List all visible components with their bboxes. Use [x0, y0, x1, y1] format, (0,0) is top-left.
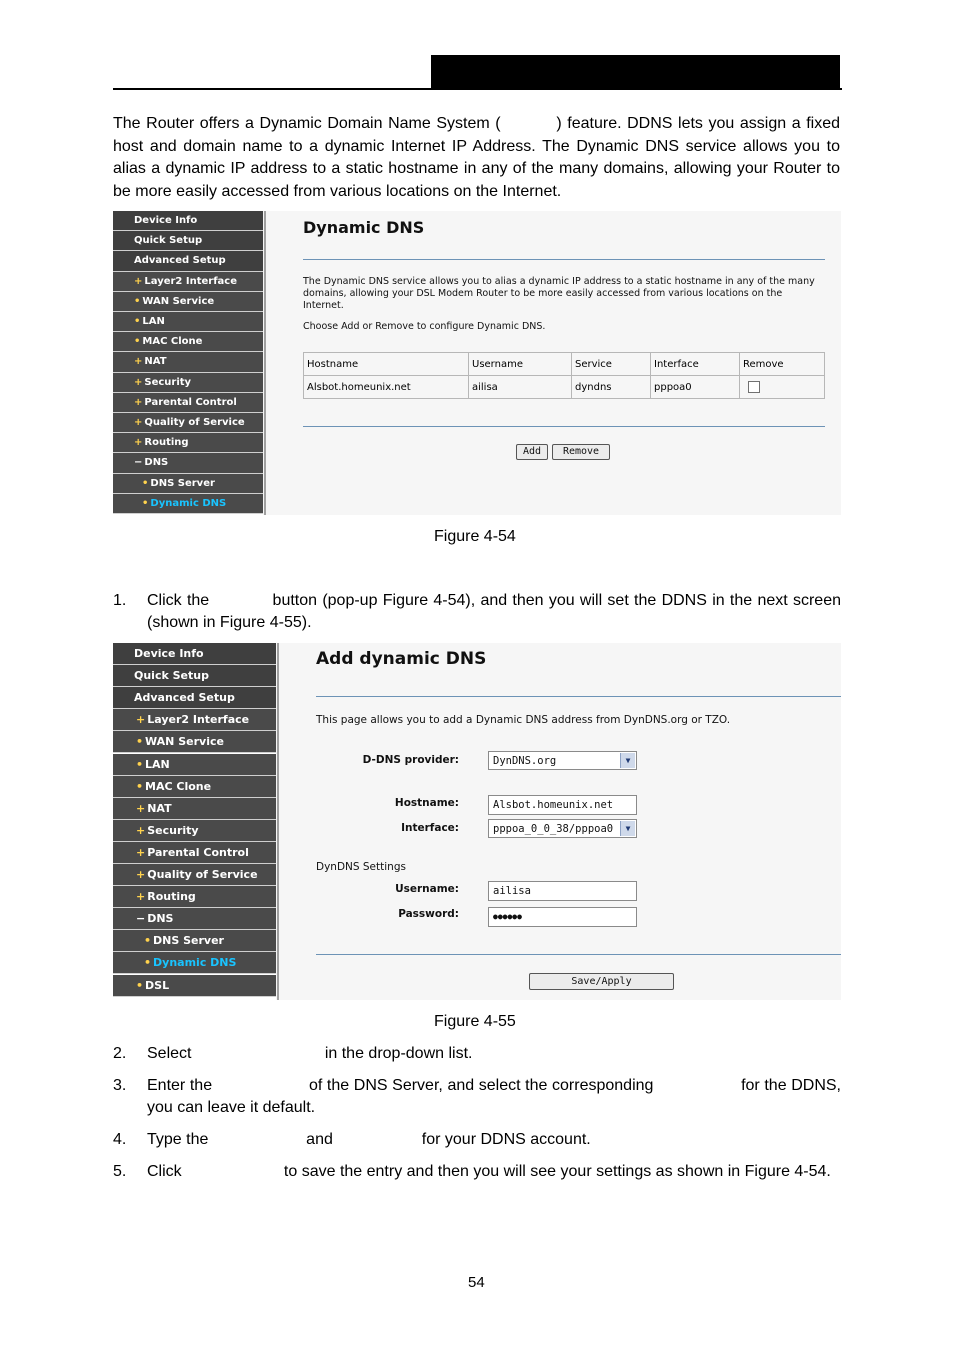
header-bar [431, 55, 840, 88]
cell-interface: pppoa0 [651, 376, 740, 399]
collapse-icon: − [134, 457, 143, 469]
bullet-icon: • [134, 295, 141, 307]
column-header: Hostname [304, 353, 469, 376]
nav-item-label: Device Info [134, 215, 198, 226]
nav-item-dynamic-dns[interactable] [113, 952, 276, 974]
nav-item-label: MAC Clone [142, 336, 203, 348]
bullet-icon: • [144, 934, 152, 948]
nav-item-device-info[interactable] [113, 643, 276, 665]
nav-item-label: Parental Control [147, 845, 249, 859]
step-text: Click the button (pop-up Figure 4-54), and then you will set the DDNS in the next screen (shown in Figure 4-55). [147, 592, 841, 631]
column-header: Interface [651, 353, 740, 376]
expand-icon: + [136, 823, 146, 837]
nav-item-label: WAN Service [145, 735, 224, 749]
interface-label: Interface: [401, 822, 459, 834]
nav-item-label: Security [144, 376, 192, 388]
nav-item-security[interactable] [113, 820, 276, 842]
page-title: Add dynamic DNS [316, 649, 487, 669]
nav-item-label: WAN Service [142, 295, 215, 307]
save-apply-button[interactable]: Save/Apply [529, 973, 674, 990]
password-label: Password: [398, 908, 459, 920]
nav-item-label: Quality of Service [147, 868, 258, 881]
nav-item-label: Quality of Service [144, 417, 245, 428]
nav-item-label: Parental Control [144, 396, 237, 408]
expand-icon: + [136, 890, 146, 904]
nav-item-label: NAT [144, 356, 167, 368]
nav-item-security[interactable] [113, 373, 263, 393]
nav-item-label: Dynamic DNS [153, 956, 237, 970]
column-header: Remove [740, 353, 825, 376]
cell-username: ailisa [469, 376, 572, 399]
step-text: Select in the drop-down list. [147, 1045, 473, 1062]
nav-item-mac-clone[interactable] [113, 776, 276, 798]
page-number: 54 [468, 1274, 485, 1291]
step-text: Type the and for your DDNS account. [147, 1131, 591, 1148]
nav-item-quality-of-service[interactable] [113, 413, 263, 433]
remove-button[interactable]: Remove [552, 444, 610, 460]
column-header: Service [572, 353, 651, 376]
nav-item-label: Quick Setup [134, 669, 209, 683]
nav-item-routing[interactable] [113, 886, 276, 908]
nav-item-label: LAN [142, 316, 165, 327]
ddns-table [303, 352, 825, 399]
page-description: This page allows you to add a Dynamic DNS address from DynDNS.org or TZO. [316, 714, 731, 726]
expand-icon: + [136, 713, 146, 727]
expand-icon: + [136, 868, 146, 881]
nav-item-wan-service[interactable] [113, 731, 276, 753]
add-button[interactable]: Add [516, 444, 548, 460]
nav-item-label: Routing [144, 437, 189, 449]
interface-select[interactable] [488, 819, 637, 838]
provider-value: DynDNS.org [493, 755, 557, 767]
hostname-input[interactable]: Alsbot.homeunix.net [488, 795, 637, 815]
nav-item-routing[interactable] [113, 433, 263, 453]
expand-icon: + [134, 396, 143, 408]
step-number: 1. [113, 592, 127, 609]
table-rule [303, 426, 825, 427]
collapse-icon: − [136, 912, 146, 926]
nav-item-device-info[interactable] [113, 211, 263, 231]
nav-item-lan[interactable] [113, 754, 276, 776]
bullet-icon: • [136, 779, 144, 793]
bullet-icon: • [136, 757, 144, 771]
title-rule [303, 259, 825, 260]
nav-item-label: Dynamic DNS [150, 497, 227, 509]
nav-item-layer2-interface[interactable] [113, 709, 276, 731]
step-number: 3. [113, 1077, 127, 1094]
sidebar-divider [277, 643, 279, 1000]
nav-item-dynamic-dns[interactable] [113, 494, 263, 514]
nav-item-label: MAC Clone [145, 779, 212, 793]
username-label: Username: [395, 883, 459, 895]
intro-paragraph: The Router offers a Dynamic Domain Name System ( ) feature. DDNS lets you assign a fixed host and domain name to a dynamic Internet IP Address. The Dynamic DNS service allows you to alias a dynamic IP address to a static hostname in any of the many domains, allowing your Router to be more easily accessed from various locations on the Internet. [113, 115, 840, 200]
bullet-icon: • [136, 735, 144, 749]
chevron-down-icon: ▼ [620, 753, 635, 768]
nav-item-layer2-interface[interactable] [113, 272, 263, 292]
interface-value: pppoa_0_0_38/pppoa0 [493, 823, 614, 835]
step-text: Enter the of the DNS Server, and select the corresponding for the DDNS, you can leave it default. [147, 1077, 841, 1116]
table-header-row [304, 353, 825, 376]
figure-caption: Figure 4-54 [434, 528, 516, 545]
cell-hostname: Alsbot.homeunix.net [304, 376, 469, 399]
nav-item-mac-clone[interactable] [113, 332, 263, 352]
expand-icon: + [134, 275, 143, 287]
title-rule [316, 696, 841, 697]
bullet-icon: • [134, 316, 141, 327]
bullet-icon: • [144, 956, 152, 970]
nav-item-label: Advanced Setup [134, 255, 226, 267]
remove-checkbox[interactable] [748, 381, 760, 393]
column-header: Username [469, 353, 572, 376]
page-description: The Dynamic DNS service allows you to alias a dynamic IP address to a static hostname in any of the many domains, allowing your DSL Modem Router to be more easily accessed from various locations on the Internet. [303, 276, 815, 311]
sidebar-divider [264, 211, 266, 515]
settings-heading: DynDNS Settings [316, 861, 406, 873]
expand-icon: + [136, 845, 146, 859]
expand-icon: + [134, 356, 143, 368]
step-number: 5. [113, 1163, 127, 1180]
figure-4-54-screenshot [113, 211, 841, 515]
bullet-icon: • [142, 477, 149, 489]
nav-item-label: DNS Server [150, 477, 215, 489]
figure-caption: Figure 4-55 [434, 1013, 516, 1030]
expand-icon: + [134, 437, 143, 449]
cell-remove [740, 376, 825, 399]
expand-icon: + [136, 801, 146, 815]
cell-service: dyndns [572, 376, 651, 399]
step-number: 2. [113, 1045, 127, 1062]
nav-item-lan[interactable] [113, 312, 263, 332]
username-input[interactable]: ailisa [488, 881, 637, 901]
password-input[interactable]: ●●●●●● [488, 907, 637, 927]
nav-item-advanced-setup[interactable] [113, 687, 276, 709]
provider-select[interactable] [488, 751, 637, 770]
nav-item-label: LAN [145, 757, 170, 771]
page-instruction: Choose Add or Remove to configure Dynamic DNS. [303, 321, 546, 332]
nav-item-label: Layer2 Interface [144, 275, 238, 287]
nav-item-advanced-setup[interactable] [113, 251, 263, 271]
sidebar-nav [113, 643, 276, 1000]
hostname-label: Hostname: [394, 797, 459, 809]
nav-item-label: Layer2 Interface [147, 713, 250, 727]
nav-item-quick-setup[interactable] [113, 231, 263, 251]
nav-item-dsl[interactable] [113, 975, 276, 997]
bullet-icon: • [136, 978, 144, 992]
nav-item-quick-setup[interactable] [113, 665, 276, 687]
header-rule [113, 88, 842, 90]
page-title: Dynamic DNS [303, 218, 425, 237]
bullet-icon: • [142, 497, 149, 509]
nav-item-parental-control[interactable] [113, 842, 276, 864]
expand-icon: + [134, 417, 143, 428]
table-row [304, 376, 825, 399]
step-number: 4. [113, 1131, 127, 1148]
nav-item-nat[interactable] [113, 798, 276, 820]
step-text: Click to save the entry and then you will see your settings as shown in Figure 4-54. [147, 1163, 831, 1180]
figure-4-55-screenshot [113, 643, 841, 1000]
nav-item-label: DNS [147, 912, 174, 926]
nav-item-label: DNS Server [153, 934, 224, 948]
nav-item-dns[interactable] [113, 453, 263, 473]
chevron-down-icon: ▼ [620, 821, 635, 836]
nav-item-label: Device Info [134, 647, 204, 660]
form-rule [316, 954, 841, 955]
provider-label: D-DNS provider: [362, 754, 459, 766]
nav-item-dns-server[interactable] [113, 930, 276, 952]
nav-item-parental-control[interactable] [113, 393, 263, 413]
expand-icon: + [134, 376, 143, 388]
nav-item-nat[interactable] [113, 352, 263, 372]
bullet-icon: • [134, 336, 141, 348]
nav-item-quality-of-service[interactable] [113, 864, 276, 886]
nav-item-label: Security [147, 823, 199, 837]
nav-item-label: DNS [144, 457, 169, 469]
sidebar-nav [113, 211, 263, 515]
nav-item-dns-server[interactable] [113, 474, 263, 494]
nav-item-dns[interactable] [113, 908, 276, 930]
nav-item-label: Advanced Setup [134, 691, 235, 705]
nav-item-label: DSL [145, 978, 170, 992]
nav-item-wan-service[interactable] [113, 292, 263, 312]
nav-item-label: Quick Setup [134, 235, 203, 247]
nav-item-label: Routing [147, 890, 196, 904]
nav-item-label: NAT [147, 801, 172, 815]
